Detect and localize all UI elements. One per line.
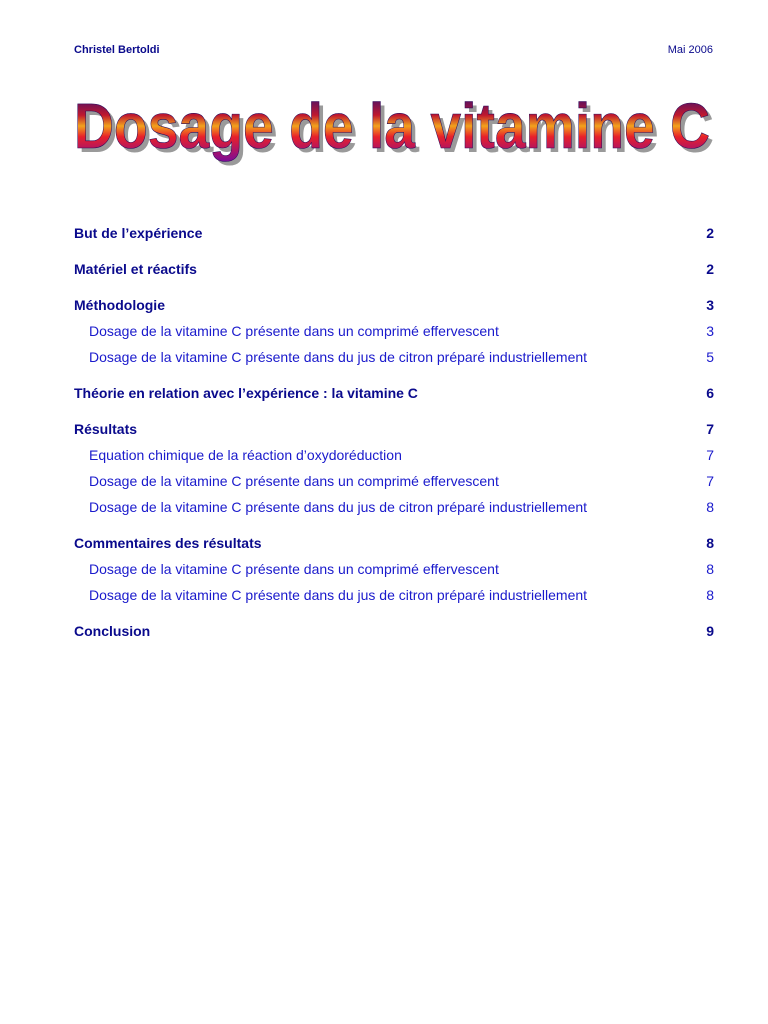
toc-entry-label: Théorie en relation avec l’expérience : la vitamine C — [74, 385, 418, 401]
toc-page-number: 8 — [706, 499, 714, 515]
toc-subentry[interactable] — [74, 344, 714, 370]
toc-entry-label: Dosage de la vitamine C présente dans du jus de citron préparé industriellement — [89, 349, 588, 365]
title-shadow: Dosage de la vitamine C — [78, 94, 714, 166]
toc-entry-label: Dosage de la vitamine C présente dans du jus de citron préparé industriellement — [89, 587, 588, 603]
toc-page-number: 3 — [706, 297, 714, 313]
toc-entry-label: Dosage de la vitamine C présente dans un comprimé effervescent — [89, 323, 499, 339]
toc-entry-label: But de l’expérience — [74, 225, 203, 241]
title-text: Dosage de la vitamine C — [74, 90, 710, 162]
toc-entry-label: Dosage de la vitamine C présente dans un comprimé effervescent — [89, 561, 499, 577]
table-of-contents — [74, 220, 714, 644]
toc-subentry[interactable] — [74, 556, 714, 582]
toc-subentry[interactable] — [74, 582, 714, 608]
document-title — [70, 78, 720, 168]
toc-subentry[interactable] — [74, 494, 714, 520]
toc-subentry[interactable] — [74, 318, 714, 344]
toc-entry-label: Dosage de la vitamine C présente dans un comprimé effervescent — [89, 473, 499, 489]
toc-page-number: 9 — [706, 623, 714, 639]
toc-entry-label: Résultats — [74, 421, 138, 437]
toc-page-number: 7 — [706, 447, 714, 463]
toc-page-number: 2 — [706, 225, 714, 241]
toc-entry-label: Equation chimique de la réaction d’oxydoréduction — [89, 447, 402, 463]
toc-page-number: 8 — [706, 535, 714, 551]
toc-entry-label: Matériel et réactifs — [74, 261, 197, 277]
header-author: Christel Bertoldi — [74, 44, 160, 56]
header-date: Mai 2006 — [667, 44, 713, 56]
toc-page-number: 7 — [706, 473, 714, 489]
toc-entry[interactable] — [74, 220, 714, 246]
toc-page-number: 5 — [706, 349, 714, 365]
toc-subentry[interactable] — [74, 442, 714, 468]
toc-entry[interactable] — [74, 380, 714, 406]
toc-entry[interactable] — [74, 530, 714, 556]
toc-page-number: 7 — [706, 421, 714, 437]
title-wordart — [70, 78, 720, 168]
toc-page-number: 2 — [706, 261, 714, 277]
toc-entry[interactable] — [74, 256, 714, 282]
toc-page-number: 8 — [706, 561, 714, 577]
toc-entry-label: Commentaires des résultats — [74, 535, 262, 551]
toc-entry-label: Dosage de la vitamine C présente dans du jus de citron préparé industriellement — [89, 499, 588, 515]
toc-entry[interactable] — [74, 618, 714, 644]
toc-entry[interactable] — [74, 416, 714, 442]
toc-page-number: 6 — [706, 385, 714, 401]
toc-entry-label: Conclusion — [74, 623, 151, 639]
toc-entry[interactable] — [74, 292, 714, 318]
toc-entry-label: Méthodologie — [74, 297, 165, 313]
toc-subentry[interactable] — [74, 468, 714, 494]
toc-page-number: 8 — [706, 587, 714, 603]
toc-page-number: 3 — [706, 323, 714, 339]
